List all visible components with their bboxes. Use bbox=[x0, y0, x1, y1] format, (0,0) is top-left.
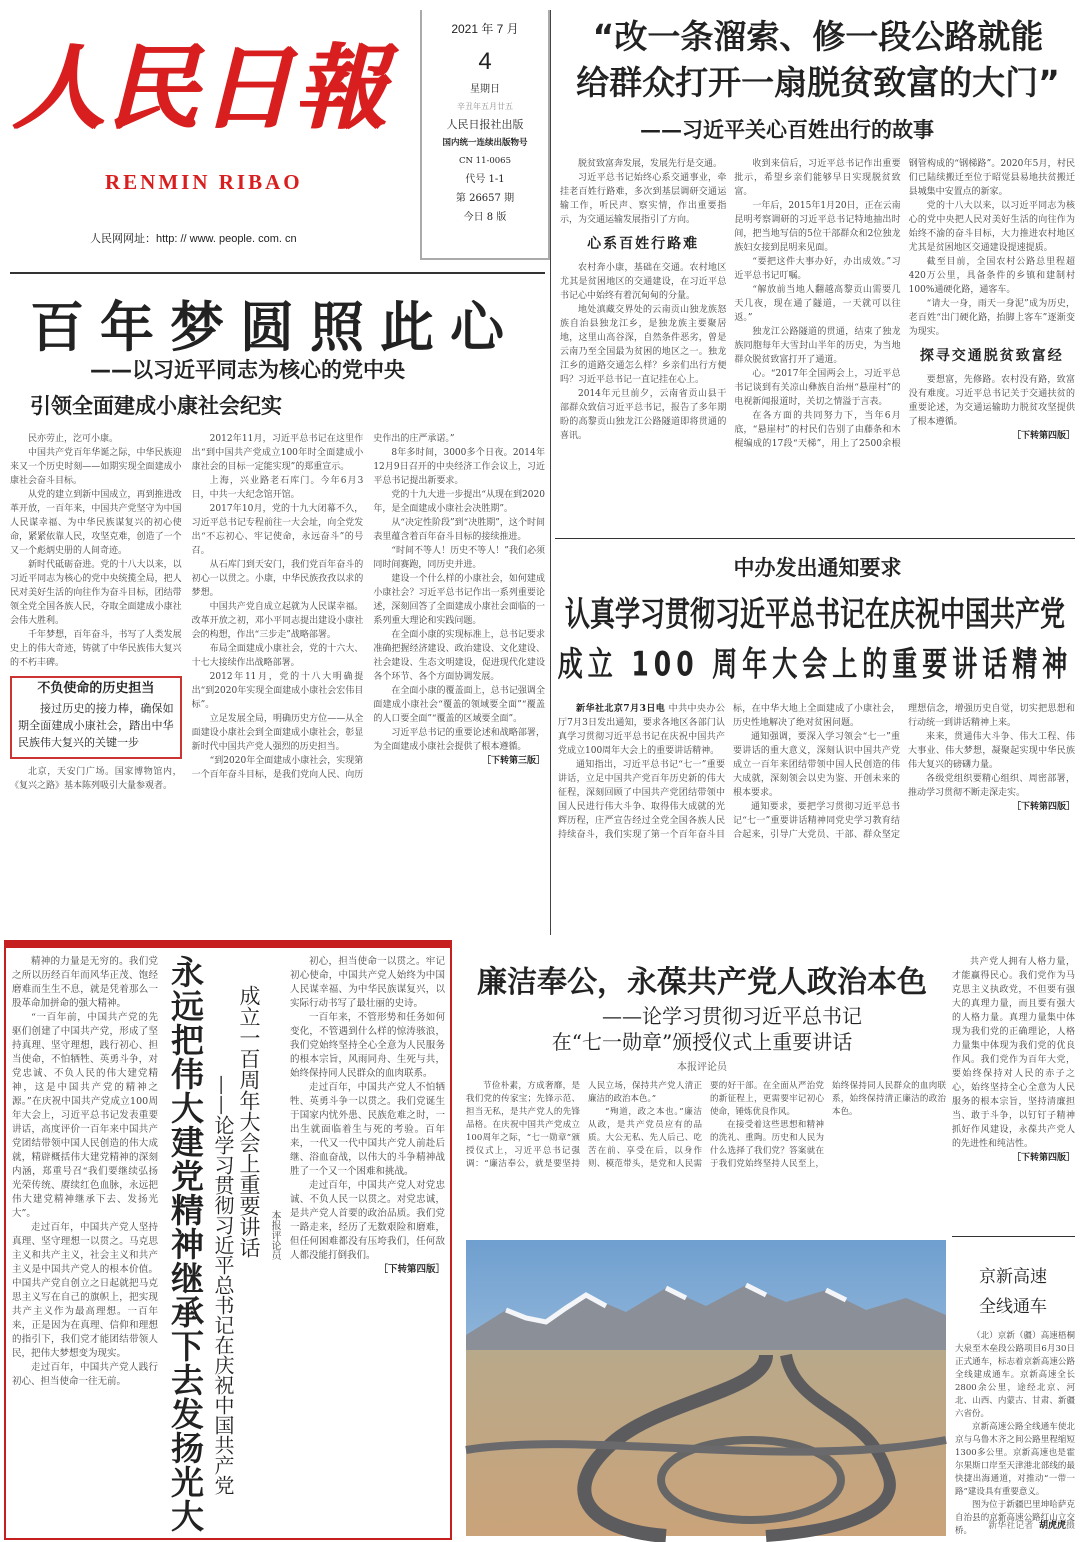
subhead: 心系百姓行路难 bbox=[587, 236, 700, 252]
highway-photo bbox=[466, 1240, 946, 1536]
paragraph: 精神的力量是无穷的。我们党之所以历经百年而风华正茂、饱经磨难而生生不息，就是凭着那么一股革命加拼命的强大精神。 bbox=[12, 956, 158, 1009]
continued-link[interactable]: ［下转第四版］ bbox=[1011, 802, 1075, 812]
paragraph: 建设一个什么样的小康社会，如何建成小康社会？习近平总书记作出一系列重要论述，深刻回答了全面建成小康社会面临的一系列重大理论和实践问题。 bbox=[373, 574, 545, 626]
paragraph: 共产党人拥有人格力量，才能赢得民心。我们党作为马克思主义执政党，不但要有强大的真理力量，而且要有强大的人格力量。真理力量集中体现为我们党的正确理论，人格力量集中体现为我们党的优良作风。我们党作为百年大党，要始终保持对人民的赤子之心，始终坚持全心全意为人民服务的根本宗旨，坚持清廉担当、敢于斗争，以钉钉子精神抓好作风建设，永葆共产党人的先进性和纯洁性。 bbox=[952, 957, 1075, 1149]
editorial-2-body bbox=[466, 1080, 946, 1232]
paragraph: 地处滇藏交界处的云南贡山独龙族怒族自治县独龙江乡，是独龙族主要聚居地，这里山高谷深，自然条件恶劣，曾是云南乃至全国最为贫困的地区之一。独龙江乡的道路交通怎么样？乡亲们出行方便吗？习近平总书记一直记挂在心上。 bbox=[560, 305, 727, 385]
lead-subtitle: 引领全面建成小康社会纪实 bbox=[30, 394, 282, 418]
paragraph: 党的十八大以来，以习近平同志为核心的党中央把人民对美好生活的向往作为始终不渝的奋斗目标，大力推进农村地区尤其是贫困地区交通建设提速提质。 bbox=[908, 201, 1075, 253]
notice-headline[interactable] bbox=[555, 588, 1075, 688]
paragraph: 8年多时间，3000多个日夜。2014年12月9日召开的中央经济工作会议上，习近平总书记提出新要求。 bbox=[373, 448, 545, 486]
paragraph: 走过百年，中国共产党人践行初心、担当使命一往无前。 bbox=[12, 1362, 158, 1387]
section-divider bbox=[555, 538, 1075, 539]
paragraph: 脱贫致富奔发展，发展先行是交通。 bbox=[578, 159, 723, 169]
paragraph: 习近平总书记始终心系交通事业，牵挂老百姓行路难，多次到基层调研交通运输工作，听民声、察实情，作出重要指示，为交通运输发展指引了方向。 bbox=[560, 173, 727, 225]
column-divider bbox=[550, 10, 551, 935]
photo-news-headline[interactable] bbox=[952, 1262, 1074, 1322]
editorial-2-subtitle bbox=[462, 1003, 942, 1055]
paragraph: 图为位于新疆巴里坤哈萨克自治县的京新高速公路红山立交桥。 bbox=[955, 1500, 1075, 1536]
paragraph: 2017年10月，党的十九大闭幕不久，习近平总书记专程前往一大会址，向全党发出“不忘初心、牢记使命，永远奋斗”的号召。 bbox=[191, 504, 364, 556]
masthead-logo: 人民日報 bbox=[12, 34, 389, 142]
notice-body bbox=[558, 702, 1075, 934]
credit-org: 新华社记者 bbox=[988, 1521, 1034, 1531]
callout-box bbox=[10, 676, 182, 759]
paragraph: 从党的建立到新中国成立，再到推进改革开放，一百年来，中国共产党坚守为中国人民谋幸福、为中华民族谋复兴的初心使命，紧紧依靠人民，攻坚克难，创造了一个又一个彪炳史册的人间奇迹。 bbox=[10, 490, 182, 556]
paragraph: “殉道，政之本也。”廉洁从政，是共产党员应有的品质。大公无私、先人后己、吃苦在前、享受在后，以身作则、模范带头，是党和人民需要的好干部。在全面从严治党的新征程上，更需要牢记初心使命，锤炼优良作风。 bbox=[588, 1081, 824, 1169]
paragraph: 要想富，先修路。农村没有路，致富没有难度。习近平总书记关于交通扶贫的重要论述，为交通运输助力脱贫攻坚提供了根本遵循。 bbox=[908, 375, 1075, 427]
paragraph: 2012年11月，党的十八大明确提出“到2020年实现全面建成小康社会宏伟目标”。 bbox=[191, 672, 364, 710]
paragraph: 一百年来，不管形势和任务如何变化，不管遇到什么样的惊涛骇浪，我们党始终坚持全心全意为人民服务的根本宗旨，风雨同舟、生死与共，始终保持同人民群众的血肉联系。 bbox=[290, 1012, 445, 1079]
paragraph: 走过百年，中国共产党人坚持真理、坚守理想一以贯之。马克思主义和共产主义，社会主义和共产主义是中国共产党人的根本价值。中国共产党自创立之日起就把马克思主义写在自己的旗帜上，把实现共产主义作为最高理想。一百年来，正是因为在真理、信仰和理想的指引下，我们党才能团结带领人民，把伟大梦想变为现实。 bbox=[12, 1222, 158, 1359]
editorial-2-byline: 本报评论员 bbox=[677, 1062, 727, 1073]
issue-number: 第 26657 期 bbox=[455, 192, 515, 204]
issn-label: 国内统一连续出版物号 bbox=[442, 138, 528, 149]
page-count: 今日 8 版 bbox=[463, 211, 507, 223]
paragraph: 2012年11月，习近平总书记在这里作出“到中国共产党成立100年时全面建成小康社会的目标一定能实现”的郑重宣示。 bbox=[191, 434, 364, 472]
credit-name: 胡虎虎 bbox=[1038, 1521, 1066, 1531]
headline-line: “改一条溜索、修一段公路就能 bbox=[592, 17, 1044, 56]
continued-link[interactable]: ［下转第四版］ bbox=[378, 1264, 445, 1275]
lunar-date: 辛丑年五月廿五 bbox=[457, 101, 513, 111]
paragraph: 节俭朴素，方成奢靡，是我们党的传家宝；先锋示范、担当无私，是共产党人的先锋品格。在庆祝中国共产党成立100周年之际，“七一勋章”颁授仪式上，习近平总书记强调：“廉洁奉公，就是要坚持人民立场，保持共产党人清正廉洁的政治本色。” bbox=[466, 1081, 702, 1169]
top-story-body bbox=[560, 157, 1075, 527]
editorial-2-headline[interactable]: 廉洁奉公，永葆共产党人政治本色 bbox=[477, 965, 927, 1000]
paragraph: “时间不等人！历史不等人！”我们必须同时间赛跑，同历史并进。 bbox=[373, 546, 545, 570]
paragraph: 党的十九大进一步提出“从现在到2020年，是全面建成小康社会决胜期”。 bbox=[373, 490, 545, 514]
paragraph: 在全面小康的覆盖面上，总书记强调全面建成小康社会“覆盖的领域要全面”“覆盖的人口要全面”“覆盖的区域要全面”。 bbox=[373, 686, 545, 724]
lead-headline[interactable]: 百年梦圆照此心 bbox=[30, 296, 520, 359]
paragraph: 新时代砥砺奋进。党的十八大以来，以习近平同志为核心的党中央统揽全局，把人民对美好生活的向往作为奋斗目标，团结带领全党全国各族人民，夺取全面建成小康社会伟大胜利。 bbox=[10, 560, 182, 626]
paragraph: 从“决定性阶段”到“决胜期”，这个时间表里蕴含着百年奋斗目标的接续推进。 bbox=[373, 518, 545, 542]
paragraph: 通知指出，习近平总书记“七一”重要讲话，立足中国共产党百年历史新的伟大征程，深刻回顾了中国共产党团结带领中国人民进行伟大斗争、取得伟大成就的光辉历程，庄严宣告经过全党全国各族人民持续奋斗，我们实现了第一个百年奋斗目标，在中华大地上全面建成了小康社会，历史性地解决了绝对贫困问题。 bbox=[558, 704, 900, 840]
masthead-pinyin: RENMIN RIBAO bbox=[105, 170, 303, 194]
editorial-1-byline: 本报评论员 bbox=[269, 1210, 280, 1260]
paragraph: 中国共产党百年华诞之际，中华民族迎来又一个历史时刻——如期实现全面建成小康社会奋斗目标。 bbox=[10, 448, 182, 486]
paragraph: 独龙江公路隧道的贯通，结束了独龙族同胞每年大雪封山半年的历史，为当地群众脱贫致富打开了通道。 bbox=[734, 327, 901, 365]
paragraph: 民亦劳止，汔可小康。 bbox=[28, 434, 119, 444]
paragraph: 各级党组织要精心组织、周密部署，推动学习贯彻不断走深走实。 bbox=[908, 774, 1075, 798]
paragraph: “请大一身，雨天一身泥”成为历史，老百姓“出门硬化路，抬脚上客车”逐渐变为现实。 bbox=[908, 299, 1075, 337]
paragraph: 在接受着这些思想和精神的洗礼、重陶。历史和人民为什么选择了我们党？答案就在于我们党始终坚持人民至上，始终保持同人民群众的血肉联系，始终保持清正廉洁的政治本色。 bbox=[710, 1081, 946, 1169]
date-year-month: 2021 年 7 月 bbox=[451, 22, 519, 36]
weekday: 星期日 bbox=[470, 83, 500, 95]
paragraph: 习近平总书记的重要论述和战略部署，为全面建成小康社会提供了根本遵循。 bbox=[373, 728, 545, 752]
paragraph: 通知要求，要把学习贯彻习近平总书记“七一”重要讲话精神同党史学习教育结合起来，引导广大党员、干部、群众坚定理想信念，增强历史自觉，切实把思想和行动统一到讲话精神上来。 bbox=[733, 704, 1075, 840]
callout-text: 接过历史的接力棒，确保如期全面建成小康社会，踏出中华民族伟大复兴的关键一步 bbox=[18, 702, 174, 749]
continued-link[interactable]: ［下转第三版］ bbox=[481, 756, 545, 766]
callout-title: 不负使命的历史担当 bbox=[37, 681, 155, 696]
editorial-1-body-left bbox=[12, 955, 158, 1535]
cn-number: CN 11-0065 bbox=[459, 155, 511, 166]
paragraph: 走过百年，中国共产党人对党忠诚、不负人民一以贯之。对党忠诚，是共产党人首要的政治品质。我们党一路走来，经历了无数艰险和磨难，但任何困难都没有压垮我们，任何敌人都没能打倒我们。 bbox=[290, 1180, 445, 1261]
headline-line: 全线通车 bbox=[979, 1297, 1047, 1317]
paragraph: 走过百年，中国共产党人不怕牺牲、英勇斗争一以贯之。我们党诞生于国家内忧外患、民族危难之时，一出生就面临着生与死的考验。百年来，一代又一代中国共产党人前赴后继、浴血奋战，以伟大的斗争精神战胜了一个又一个困难和挑战。 bbox=[290, 1082, 445, 1177]
publisher: 人民日报社出版 bbox=[446, 118, 524, 132]
notice-kicker: 中办发出通知要求 bbox=[733, 555, 902, 580]
paragraph: 北京，天安门广场。国家博物馆内，《复兴之路》基本陈列吸引大量参观者。 bbox=[10, 767, 182, 791]
paragraph: 布局全面建成小康社会，党的十六大、十七大接续作出战略部署。 bbox=[191, 644, 364, 668]
editorial-1-subtitle: ——论学习贯彻习近平总书记在庆祝中国共产党 bbox=[211, 1075, 235, 1495]
continued-link[interactable]: ［下转第四版］ bbox=[1011, 431, 1075, 441]
paragraph: 在全面小康的实现标准上，总书记要求准确把握经济建设、政治建设、文化建设、社会建设、生态文明建设，促进现代化建设各个环节、各个方面协调发展。 bbox=[373, 630, 545, 682]
paragraph: 2014年元旦前夕，云南省贡山县干部群众致信习近平总书记，报告了多年期盼的高黎贡山独龙江公路隧道即将贯通的喜讯。 bbox=[560, 389, 727, 441]
subhead: 探寻交通脱贫致富经 bbox=[919, 348, 1064, 364]
date-day: 4 bbox=[478, 47, 492, 75]
paragraph: （北）京新（疆）高速梧桐大泉至木垒段公路项目6月30日正式通车，标志着京新高速公路全线建成通车。京新高速全长2800余公里，途经北京、河北、山西、内蒙古、甘肃、新疆六省份。 bbox=[955, 1331, 1075, 1419]
paragraph: 心。“2017年全国两会上，习近平总书记谈到有关凉山彝族自治州“悬崖村”的电视新闻报道时，关切之情溢于言表。 bbox=[734, 369, 901, 407]
paragraph: “一百年前，中国共产党的先驱们创建了中国共产党，形成了坚持真理、坚守理想，践行初心、担当使命，不怕牺牲、英勇斗争，对党忠诚、不负人民的伟大建党精神，这是中国共产党的精神之源。”在庆祝中国共产党成立100周年大会上，习近平总书记发表重要讲话，高度评价一百年来中国共产党团结带领中国人民创造的伟大成就，精辟概括伟大建党精神的深刻内涵，郑重号召“我们要继续弘扬光荣传统、赓续红色血脉，永远把伟大建党精神继承下去、发扬光大”。 bbox=[12, 1012, 158, 1219]
credit-suffix: 摄 bbox=[1065, 1521, 1075, 1531]
editorial-1-subtitle: 成立一百周年大会上重要讲话 bbox=[237, 985, 261, 1258]
dateline: 新华社北京7月3日电 bbox=[576, 704, 666, 714]
section-divider bbox=[10, 272, 545, 274]
headline-line: 成立 100 周年大会上的重要讲话精神 bbox=[557, 644, 1073, 684]
paragraph: 上海，兴业路老石库门。今年6月3日，中共一大纪念馆开馆。 bbox=[191, 476, 364, 500]
paragraph: 千年梦想，百年奋斗，书写了人类发展史上的伟大奇迹，铸就了中华民族伟大复兴的不朽丰碑。 bbox=[10, 630, 182, 668]
photo-credit bbox=[952, 1520, 1075, 1533]
headline-line: 认真学习贯彻习近平总书记在庆祝中国共产党 bbox=[564, 594, 1065, 634]
top-story-headline[interactable] bbox=[558, 14, 1078, 106]
paragraph: “到2020年全面建成小康社会，实现第一个百年奋斗目标，是我们党向人民、向历史作出的庄严承诺。” bbox=[191, 434, 455, 780]
date-box bbox=[420, 10, 550, 260]
paragraph: 中共中央办公厅7月3日发出通知，要求各地区各部门认真学习贯彻习近平总书记在庆祝中国共产党成立100周年大会上的重要讲话精神。 bbox=[558, 704, 725, 756]
website-url[interactable]: 人民网网址：http: // www. people. com. cn bbox=[90, 233, 297, 245]
paragraph: “解放前当地人翻越高黎贡山需要几天几夜，现在通了隧道，一天就可以往返。” bbox=[734, 285, 901, 323]
paragraph: 中国共产党自成立起就为人民谋幸福。改革开放之初，邓小平同志提出建设小康社会的构想，作出“三步走”战略部署。 bbox=[191, 602, 364, 640]
editorial-1-headline[interactable]: 永远把伟大建党精神继承下去发扬光大 bbox=[166, 955, 205, 1533]
paragraph: 通知强调，要深入学习领会“七一”重要讲话的重大意义，深刻认识中国共产党成立一百年来团结带领中国人民创造的伟大成就，深刻领会以史为鉴、开创未来的根本要求。 bbox=[733, 732, 900, 798]
section-divider bbox=[952, 1236, 1075, 1237]
lead-story-body bbox=[10, 432, 545, 937]
editorial-1-body-right bbox=[290, 955, 445, 1535]
paragraph: “要把这件大事办好，办出成效。”习近平总书记叮嘱。 bbox=[734, 257, 901, 281]
paragraph: 从石库门到天安门，我们党百年奋斗的初心一以贯之。小康，中华民族孜孜以求的梦想。 bbox=[191, 560, 364, 598]
paragraph: 截至目前，全国农村公路总里程超420万公里，具备条件的乡镇和建制村100%通硬化路，通客车。 bbox=[908, 257, 1075, 295]
subtitle-line: 在“七一勋章”颁授仪式上重要讲话 bbox=[551, 1030, 853, 1054]
paragraph: 在各方面的共同努力下，当年6月底，“悬崖村”的村民们告别了由藤条和木棍编成的17段“天梯”，用上了2500余根钢管构成的“钢梯路”。2020年5月，村民们已陆续搬迁至位于昭觉县易地扶贫搬迁县城集中安置点的新家。 bbox=[734, 159, 1075, 449]
paragraph: 立足发展全局，明确历史方位——从全面建设小康社会到全面建成小康社会，彰显新时代中国共产党人强烈的历史担当。 bbox=[191, 714, 364, 752]
headline-line: 京新高速 bbox=[979, 1267, 1047, 1287]
continued-link[interactable]: ［下转第四版］ bbox=[1011, 1153, 1075, 1163]
top-story-subtitle: ——习近平关心百姓出行的故事 bbox=[640, 117, 934, 142]
paragraph: 收到来信后，习近平总书记作出重要批示，希望乡亲们能够早日实现脱贫致富。 bbox=[734, 159, 901, 197]
paragraph: 一年后，2015年1月20日，正在云南昆明考察调研的习近平总书记特地抽出时间，把当地写信的5位干部群众和2位独龙族妇女接到昆明来见面。 bbox=[734, 201, 901, 253]
headline-line: 给群众打开一扇脱贫致富的大门” bbox=[576, 63, 1060, 102]
editorial-2-body-side bbox=[952, 955, 1075, 1217]
paragraph: 来来，贯通伟大斗争、伟大工程、伟大事业、伟大梦想，凝聚起实现中华民族伟大复兴的磅礴力量。 bbox=[908, 732, 1075, 770]
paragraph: 京新高速公路全线通车使北京与乌鲁木齐之间公路里程缩短1300多公里。京新高速也是霍尔果斯口岸至天津港北部线的最快捷出海通道，对推动“一带一路”建设具有重要意义。 bbox=[955, 1422, 1075, 1497]
code-number: 代号 1-1 bbox=[465, 173, 505, 185]
lead-subtitle: ——以习近平同志为核心的党中央 bbox=[90, 358, 405, 382]
paragraph: 农村奔小康，基础在交通。农村地区尤其是贫困地区的交通建设，在习近平总书记心中始终有着沉甸甸的分量。 bbox=[560, 263, 727, 301]
paragraph: 初心，担当使命一以贯之。牢记初心使命，中国共产党人始终为中国人民谋幸福、为中华民族谋复兴，以实际行动书写了最壮丽的史诗。 bbox=[290, 956, 445, 1009]
subtitle-line: ——论学习贯彻习近平总书记 bbox=[602, 1004, 862, 1028]
